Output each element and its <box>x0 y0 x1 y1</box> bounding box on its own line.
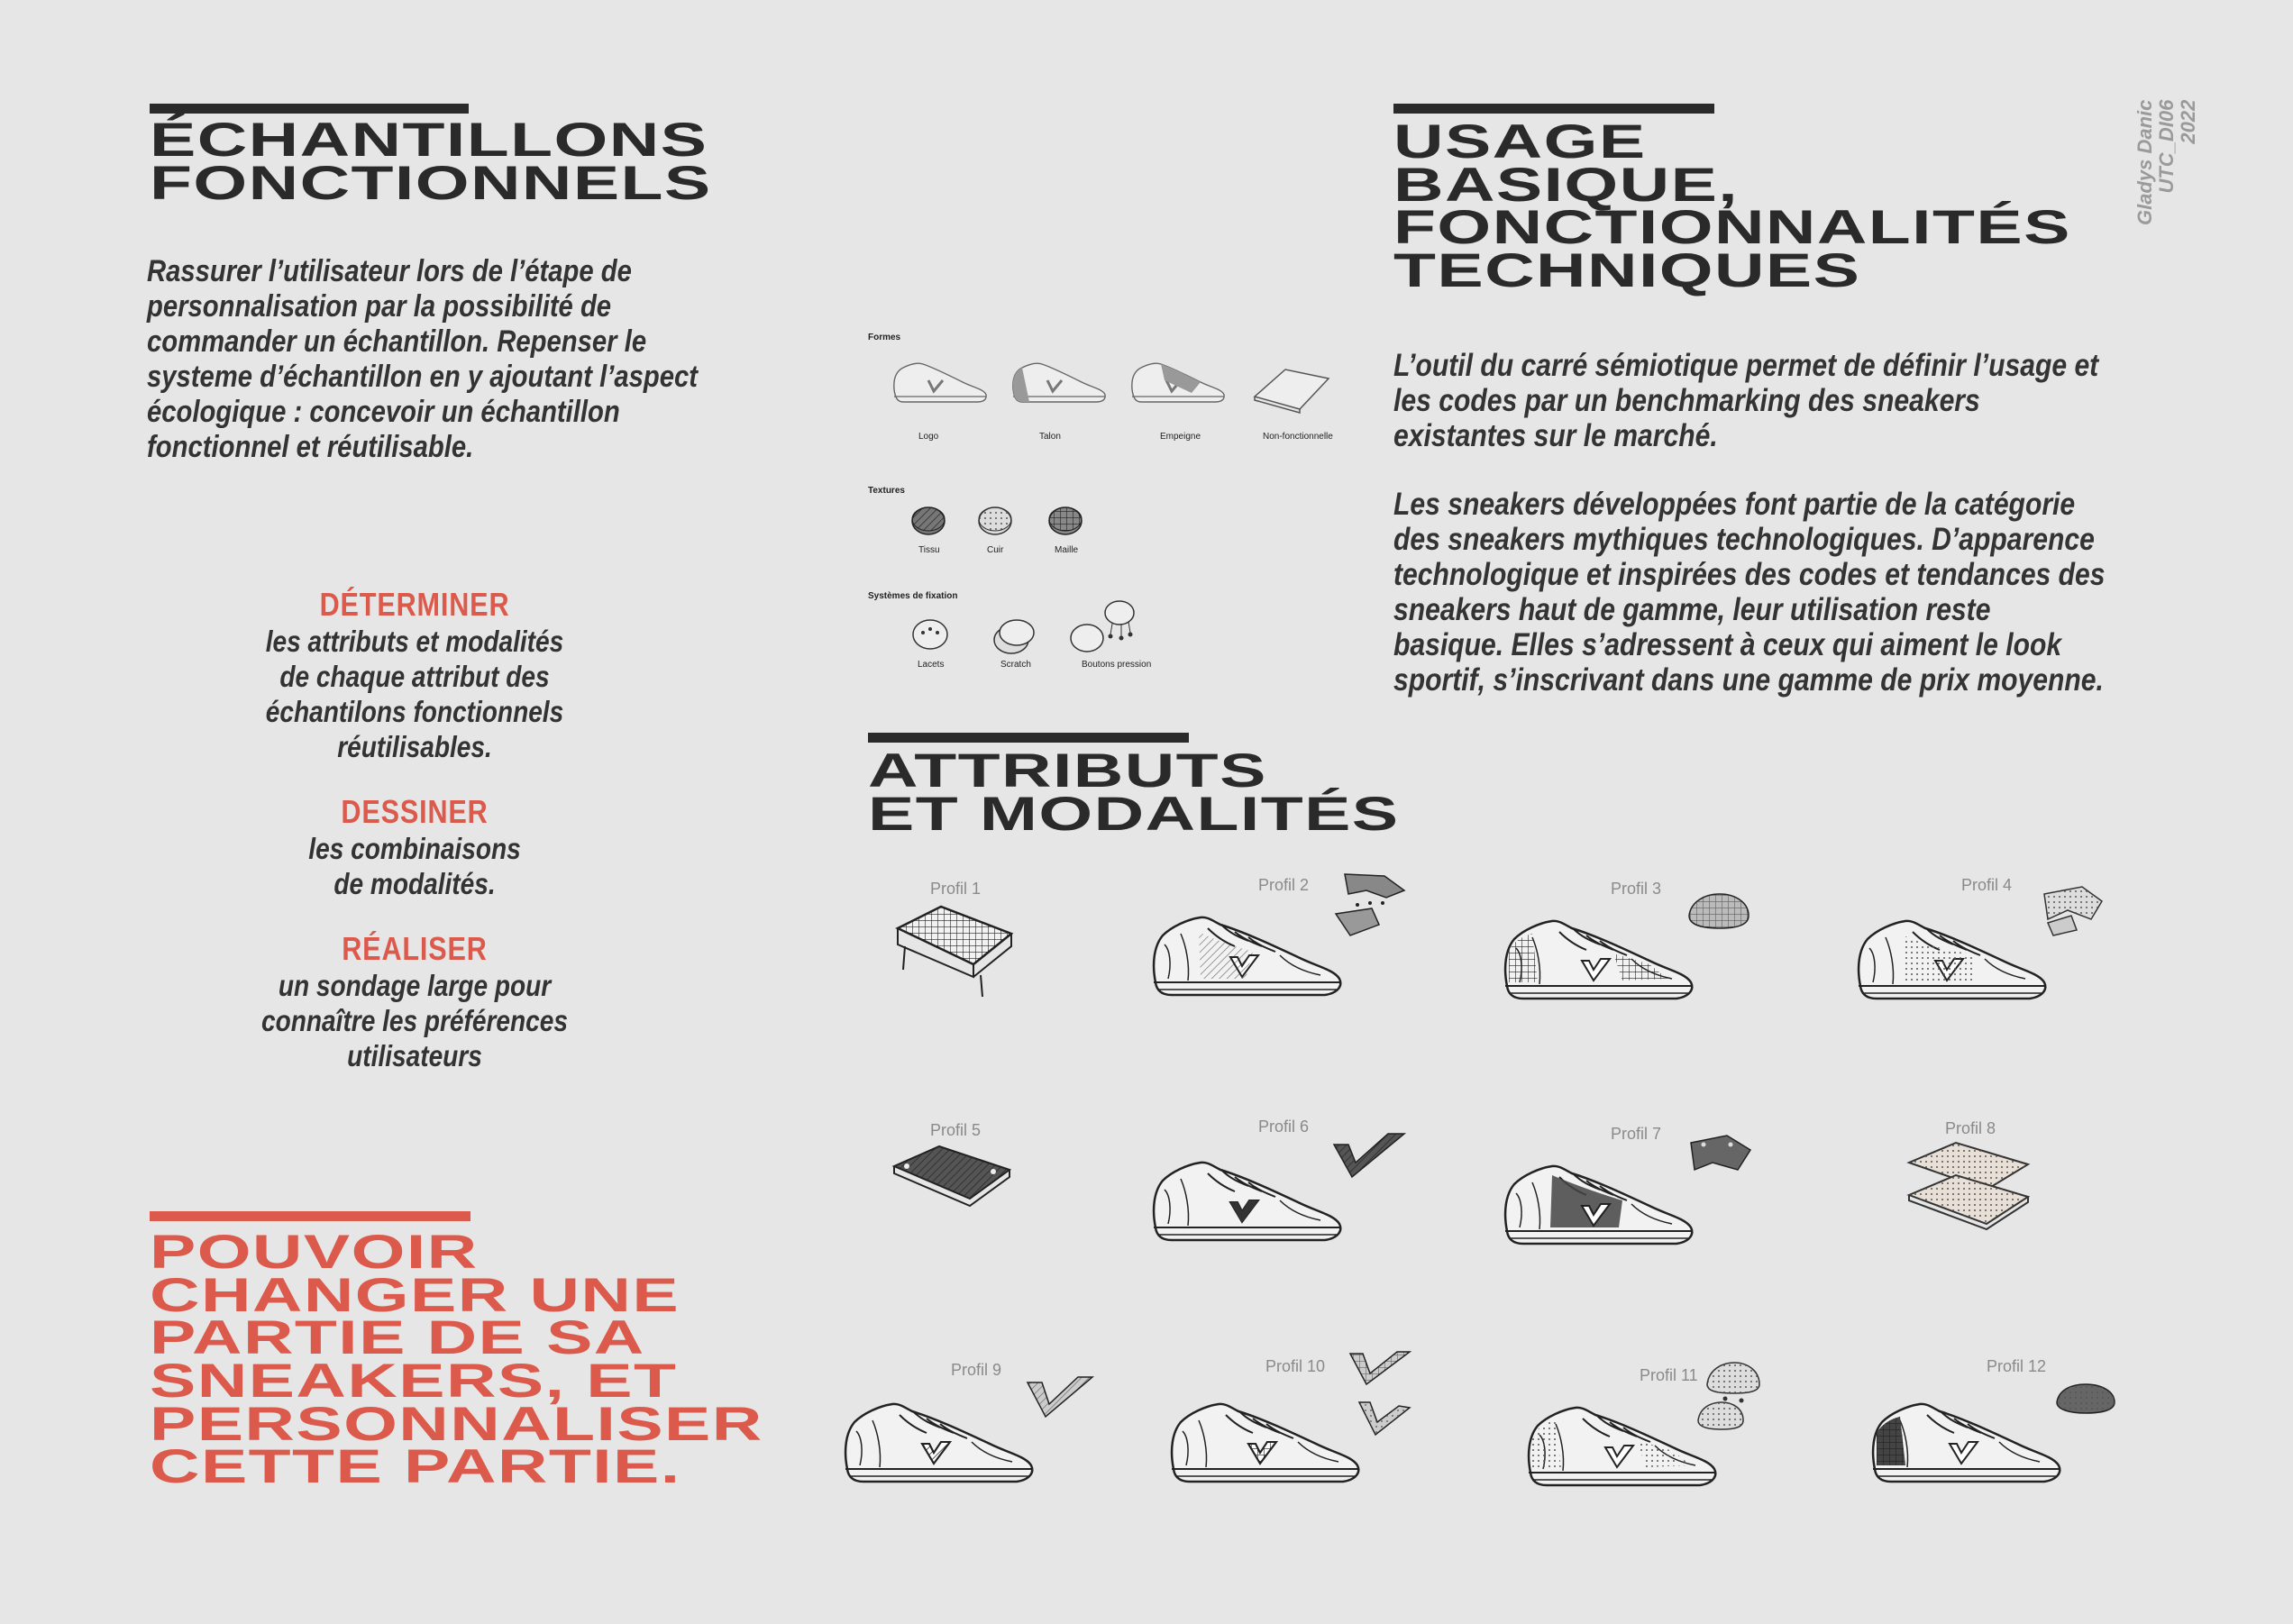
profile-label-9: Profil 9 <box>951 1361 1002 1379</box>
texture-maille-swatch <box>1047 505 1083 537</box>
profile-label-10: Profil 10 <box>1265 1357 1326 1375</box>
samples-title: ÉCHANTILLONS FONCTIONNELS <box>150 114 712 210</box>
samples-intro: Rassurer l’utilisateur lors de l’étape de personnalisation par la possibilité de commander un échantillon. Repenser le systeme d’échantillon en y ajoutant l’aspect écologique : concevoir un échantillon fonctionnel et réutilisable. <box>147 254 698 464</box>
profile-3-part-illustration <box>1684 889 1756 943</box>
profile-label-1: Profil 1 <box>930 880 982 898</box>
slogan: POUVOIR CHANGER UNE PARTIE DE SA SNEAKERS, ET PERSONNALISER CETTE PARTIE. <box>150 1226 763 1494</box>
profile-7-sneaker-illustration <box>1496 1141 1713 1267</box>
diagram-fixation-heading: Systèmes de fixation <box>868 591 958 601</box>
profile-label-12: Profil 12 <box>1987 1357 2047 1375</box>
attributes-rule <box>868 733 1189 743</box>
forme-logo-illustration <box>891 353 990 407</box>
profile-6-sneaker-illustration <box>1145 1137 1361 1264</box>
profile-4-sneaker-illustration <box>1850 896 2066 1022</box>
fixation-label-lacets: Lacets <box>918 660 945 670</box>
profile-label-11: Profil 11 <box>1640 1366 1698 1384</box>
usage-title: USAGE BASIQUE, FONCTIONNALITÉS TECHNIQUES <box>1393 115 2071 298</box>
profile-label-5: Profil 5 <box>930 1121 982 1139</box>
profile-12-sneaker-illustration <box>1864 1379 2080 1505</box>
profile-label-8: Profil 8 <box>1945 1119 1996 1137</box>
texture-label-maille: Maille <box>1055 545 1079 555</box>
forme-empeigne-illustration <box>1128 353 1228 407</box>
forme-talon-illustration <box>1009 353 1109 407</box>
profile-10-parts-illustration <box>1347 1348 1419 1447</box>
step-title-draw: DESSINER <box>341 793 489 830</box>
profile-2-parts-illustration <box>1330 867 1411 957</box>
process-steps <box>216 586 613 1073</box>
forme-nonfonctionnelle-illustration <box>1249 364 1330 418</box>
texture-label-tissu: Tissu <box>918 545 940 555</box>
profile-1-sample-illustration <box>887 901 1022 1000</box>
profile-label-6: Profil 6 <box>1258 1118 1310 1136</box>
attributes-title: ATTRIBUTS ET MODALITÉS <box>868 744 1400 841</box>
forme-label-talon: Talon <box>1039 432 1061 442</box>
profile-label-3: Profil 3 <box>1611 880 1662 898</box>
diagram-formes-heading: Formes <box>868 333 901 342</box>
step-title-realise: RÉALISER <box>342 930 488 967</box>
profile-9-sneaker-illustration <box>836 1379 1053 1505</box>
fixation-scratch-illustration <box>991 616 1037 656</box>
profile-6-part-illustration <box>1330 1130 1411 1193</box>
profile-label-2: Profil 2 <box>1258 876 1310 894</box>
fixation-label-pression: Boutons pression <box>1082 660 1152 670</box>
profile-2-sneaker-illustration <box>1145 892 1361 1018</box>
profile-7-part-illustration <box>1685 1132 1758 1190</box>
texture-label-cuir: Cuir <box>987 545 1004 555</box>
author-credit: Gladys Danic UTC_DI06 2022 <box>2133 99 2199 225</box>
forme-label-empeigne: Empeigne <box>1160 432 1201 442</box>
forme-label-logo: Logo <box>918 432 939 442</box>
usage-paragraph-2: Les sneakers développées font partie de la catégorie des sneakers mythiques technologiques. D’apparence technologique et inspirées des codes et tendances des sneakers haut de gamme, leur utilisation reste basique. Elles s’adressent à ceux qui aiment le look sportif, s’inscrivant dans une gamme de prix moyenne. <box>1393 487 2106 698</box>
step-title-determine: DÉTERMINER <box>319 586 510 623</box>
step-text-draw: les combinaisons de modalités. <box>308 832 521 900</box>
slogan-rule <box>150 1211 470 1221</box>
fixation-pression-illustration <box>1067 595 1139 658</box>
title-rule <box>150 104 469 114</box>
texture-cuir-swatch <box>977 505 1013 537</box>
profile-label-7: Profil 7 <box>1611 1125 1662 1143</box>
profile-9-part-illustration <box>1024 1373 1096 1428</box>
profile-label-4: Profil 4 <box>1961 876 2013 894</box>
diagram-textures-heading: Textures <box>868 486 905 496</box>
step-text-determine: les attributs et modalités de chaque attribut des échantilons fonctionnels réutilisables. <box>265 625 564 763</box>
fixation-lacets-illustration <box>910 616 950 652</box>
profile-12-part-illustration <box>2051 1379 2124 1424</box>
usage-paragraph-1: L’outil du carré sémiotique permet de définir l’usage et les codes par un benchmarking des sneakers existantes sur le marché. <box>1393 348 2099 453</box>
fixation-label-scratch: Scratch <box>1000 660 1031 670</box>
texture-tissu-swatch <box>910 505 946 537</box>
profile-5-sample-illustration <box>887 1143 1022 1224</box>
profile-4-part-illustration <box>2035 883 2107 941</box>
profile-8-sample-illustration <box>1902 1137 2037 1236</box>
profile-11-parts-illustration <box>1695 1357 1767 1456</box>
profile-3-sneaker-illustration <box>1496 896 1713 1022</box>
usage-rule <box>1393 104 1714 114</box>
step-text-realise: un sondage large pour connaître les préférences utilisateurs <box>261 969 568 1072</box>
forme-label-nonfonctionnelle: Non-fonctionnelle <box>1263 432 1333 442</box>
